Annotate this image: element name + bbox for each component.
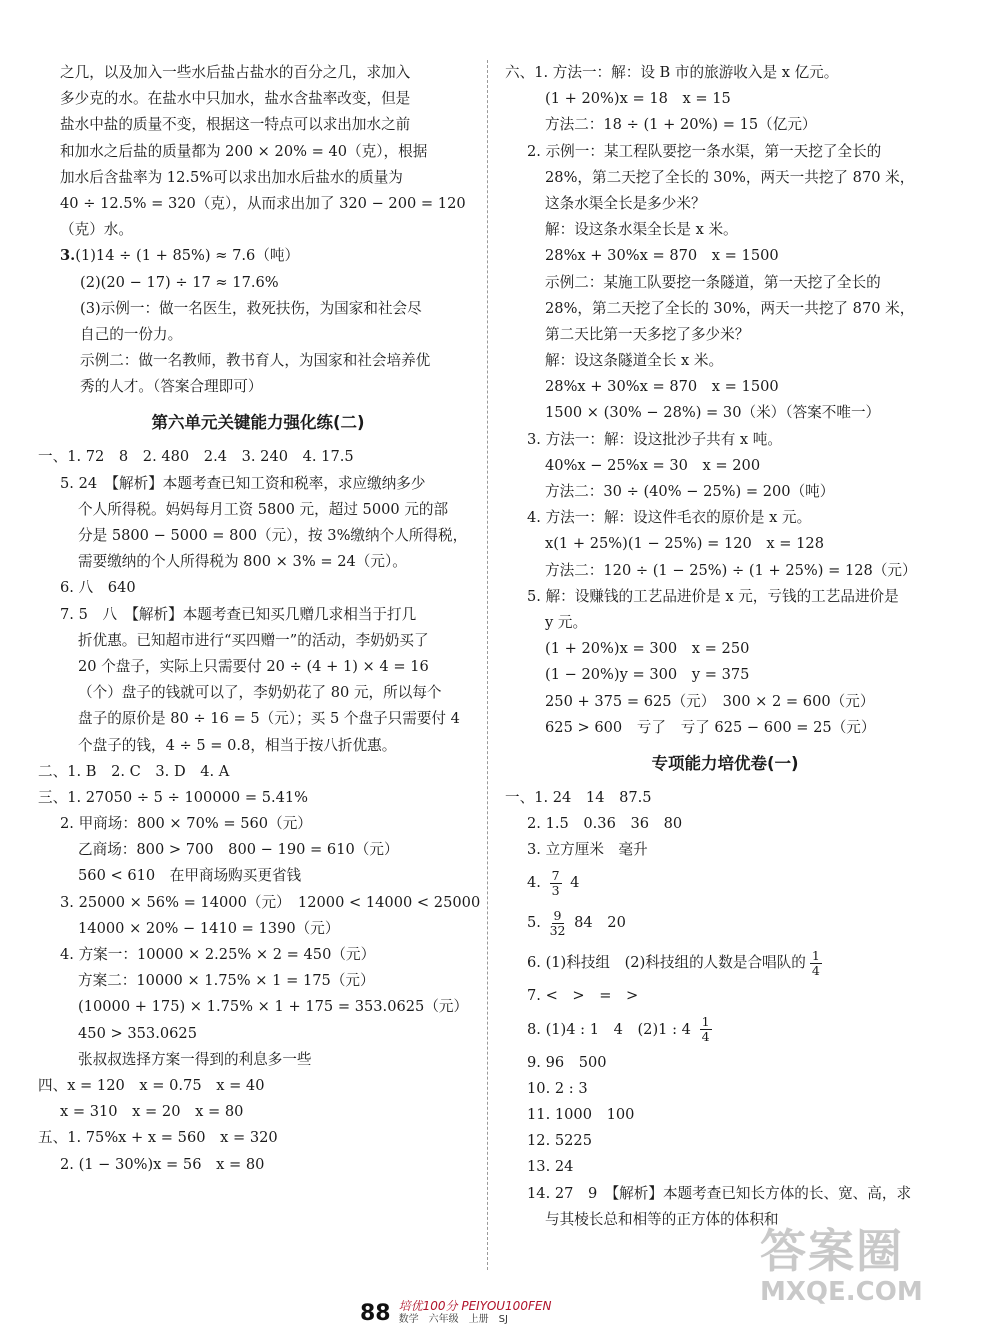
book-subtitle: 数学 六年级 上册 SJ xyxy=(398,1314,508,1325)
text-line: 5. 解：设赚钱的工艺品进价是 x 元，亏钱的工艺品进价是 xyxy=(527,587,899,605)
text-line: 方法二：18 ÷ (1 + 20%) = 15（亿元） xyxy=(545,116,817,134)
text-line: （个）盘子的钱就可以了，李奶奶花了 80 元，所以每个 xyxy=(78,684,442,702)
text-line: 10. 2 : 3 xyxy=(527,1079,588,1097)
text-line: 折优惠。已知超市进行“买四赠一”的活动，李奶奶买了 xyxy=(78,631,429,649)
text-line: (10000 + 175) × 1.75% × 1 + 175 = 353.0625（元） xyxy=(78,998,469,1016)
text-line: 示例二：某施工队要挖一条隧道，第一天挖了全长的 xyxy=(545,273,881,291)
answer-text: 8. (1)4 : 1 4 (2)1 : 4 xyxy=(527,1020,691,1038)
text-line: 与其棱长总和相等的正方体的体积和 xyxy=(545,1210,779,1228)
right-column xyxy=(505,60,945,1233)
text-line: 3. 立方厘米 毫升 xyxy=(527,841,648,859)
fraction xyxy=(550,869,562,898)
question-number: 4. xyxy=(527,874,541,892)
text-line xyxy=(38,243,478,269)
text-line: 2. 1.5 0.36 36 80 xyxy=(527,815,683,833)
text-line: 六、1. 方法一：解：设 B 市的旅游收入是 x 亿元。 xyxy=(505,64,839,81)
text-line: （克）水。 xyxy=(60,221,133,239)
text-line: 四、x = 120 x = 0.75 x = 40 xyxy=(38,1076,265,1094)
text-line: (3)示例一：做一名医生，救死扶伤，为国家和社会尽 xyxy=(80,299,422,317)
text-line: 一、1. 24 14 87.5 xyxy=(505,788,652,806)
text-line: (2)(20 − 17) ÷ 17 ≈ 17.6% xyxy=(80,273,279,291)
text-line: 之几，以及加入一些水后盐占盐水的百分之几，求加入 xyxy=(60,64,411,81)
text-line: 方法二：120 ÷ (1 − 25%) ÷ (1 + 25%) = 128（元） xyxy=(545,561,917,579)
page-footer xyxy=(360,1300,720,1326)
text-line: (1 + 20%)x = 18 x = 15 xyxy=(545,90,731,108)
text-line: 2. (1 − 30%)x = 56 x = 80 xyxy=(60,1155,265,1173)
text-line: 和加水之后盐的质量都为 200 × 20% = 40（克），根据 xyxy=(60,142,428,160)
text-line: (1 − 20%)y = 300 y = 375 xyxy=(545,666,750,684)
text-line: 第二天比第一天多挖了多少米？ xyxy=(545,325,750,343)
text-line: 这条水渠全长是多少米？ xyxy=(545,194,706,212)
page-number: 88 xyxy=(360,1300,391,1326)
text-line: x = 310 x = 20 x = 80 xyxy=(60,1103,244,1121)
text-line: 40%x − 25%x = 30 x = 200 xyxy=(545,456,761,474)
fraction xyxy=(550,909,566,938)
text-line: 一、1. 72 8 2. 480 2.4 3. 240 4. 17.5 xyxy=(38,448,354,466)
text-line: 加水后含盐率为 12.5%可以求出加水后盐水的质量为 xyxy=(60,168,403,186)
fraction-numerator: 1 xyxy=(701,1014,710,1030)
text-line: 40 ÷ 12.5% = 320（克），从而求出加了 320 − 200 = 120 xyxy=(60,194,466,212)
text-line: 方案二：10000 × 1.75% × 1 = 175（元） xyxy=(78,972,375,990)
text-line: 示例二：做一名教师，教书育人，为国家和社会培养优 xyxy=(80,352,431,370)
fraction-numerator: 9 xyxy=(553,907,562,923)
text-line: 28%x + 30%x = 870 x = 1500 xyxy=(545,247,779,265)
answer-text: 6. (1)科技组 (2)科技组的人数是合唱队的 xyxy=(527,954,806,972)
section-heading: 专项能力培优卷(一) xyxy=(651,753,799,773)
text-line: 7. 5 八 【解析】本题考查已知买几赠几求相当于打几 xyxy=(60,605,417,623)
text-line xyxy=(505,903,945,943)
text-line: 250 + 375 = 625（元） 300 × 2 = 600（元） xyxy=(545,692,875,710)
text-line: 需要缴纳的个人所得税为 800 × 3% = 24（元）。 xyxy=(78,553,407,571)
watermark xyxy=(760,1215,985,1325)
fraction-denominator: 3 xyxy=(551,882,560,898)
text-line: 五、1. 75%x + x = 560 x = 320 xyxy=(38,1129,278,1147)
column-divider xyxy=(487,60,488,1270)
text-line: 7. < > = > xyxy=(527,987,639,1005)
fraction-numerator: 1 xyxy=(811,947,820,963)
answer-text: 4 xyxy=(570,874,580,892)
text-line: 28%，第二天挖了全长的 30%，两天一共挖了 870 米， xyxy=(545,168,915,186)
text-line: 分是 5800 − 5000 = 800（元），按 3%缴纳个人所得税， xyxy=(78,527,468,544)
text-line: 12. 5225 xyxy=(527,1132,592,1150)
text-line: 14000 × 20% − 1410 = 1390（元） xyxy=(78,919,340,937)
text-line: 20 个盘子，实际上只需要付 20 ÷ (4 + 1) × 4 = 16 xyxy=(78,657,429,675)
fraction-denominator: 4 xyxy=(701,1029,710,1045)
question-number: 5. xyxy=(527,914,541,932)
fraction-denominator: 4 xyxy=(811,962,820,978)
text-line: x(1 + 25%)(1 − 25%) = 120 x = 128 xyxy=(545,535,825,553)
fraction xyxy=(700,1015,712,1044)
text-line: 6. 八 640 xyxy=(60,579,136,597)
watermark-url: MXQE.COM xyxy=(760,1277,923,1307)
text-line: 4. 方法一：解：设这件毛衣的原价是 x 元。 xyxy=(527,509,812,527)
text-line: 多少克的水。在盐水中只加水，盐水含盐率改变，但是 xyxy=(60,90,411,108)
text-line: 9. 96 500 xyxy=(527,1053,607,1071)
text-line: 5. 24 【解析】本题考查已知工资和税率，求应缴纳多少 xyxy=(60,474,426,492)
text-line: 秀的人才。（答案合理即可） xyxy=(80,378,263,396)
text-line: 解：设这条水渠全长是 x 米。 xyxy=(545,221,738,239)
text-line: 13. 24 xyxy=(527,1158,574,1176)
text-line: 450 > 353.0625 xyxy=(78,1024,197,1042)
text-line: 2. 示例一：某工程队要挖一条水渠，第一天挖了全长的 xyxy=(527,142,882,160)
text-line: y 元。 xyxy=(545,613,588,631)
section-heading: 第六单元关键能力强化练(二) xyxy=(151,413,365,433)
text-line: 3. 方法一：解：设这批沙子共有 x 吨。 xyxy=(527,430,782,448)
text-line: 乙商场：800 > 700 800 − 190 = 610（元） xyxy=(78,841,399,859)
text-line: 560 < 610 在甲商场购买更省钱 xyxy=(78,867,302,885)
text-line: 3. 25000 × 56% = 14000（元） 12000 < 14000 < 25000 xyxy=(60,893,481,911)
text-line: 11. 1000 100 xyxy=(527,1106,635,1123)
left-column xyxy=(38,60,481,1178)
text-line: 4. 方案一：10000 × 2.25% × 2 = 450（元） xyxy=(60,946,376,963)
text-line: 三、1. 27050 ÷ 5 ÷ 100000 = 5.41% xyxy=(38,788,309,806)
question-3-block xyxy=(38,243,478,400)
text-line: 方法二：30 ÷ (40% − 25%) = 200（吨） xyxy=(545,483,835,500)
text-line: 解：设这条隧道全长 x 米。 xyxy=(545,352,724,370)
text-line xyxy=(505,863,945,903)
text-line: (1 + 20%)x = 300 x = 250 xyxy=(545,640,750,658)
text-line: 2. 甲商场：800 × 70% = 560（元） xyxy=(60,815,312,833)
text-line: 张叔叔选择方案一得到的利息多一些 xyxy=(78,1050,312,1068)
text-line: 二、1. B 2. C 3. D 4. A xyxy=(38,762,230,780)
fraction-numerator: 7 xyxy=(551,867,560,883)
text-line: 个人所得税。妈妈每月工资 5800 元，超过 5000 元的部 xyxy=(78,500,449,518)
text-line: 盐水中盐的质量不变，根据这一特点可以求出加水之前 xyxy=(60,116,411,134)
footer-brand-block xyxy=(399,1300,552,1326)
fraction xyxy=(810,949,822,978)
text-line: 28%，第二天挖了全长的 30%，两天一共挖了 870 米， xyxy=(545,299,915,317)
answer-text: 84 20 xyxy=(574,914,626,932)
text-line: 自己的一份力。 xyxy=(80,325,183,343)
text-line xyxy=(505,1010,945,1050)
intro-block xyxy=(38,60,478,243)
text-line: 14. 27 9 【解析】本题考查已知长方体的长、宽、高，求 xyxy=(527,1184,912,1202)
text-line: 28%x + 30%x = 870 x = 1500 xyxy=(545,378,779,396)
watermark-text: 答案圈 xyxy=(760,1224,904,1278)
text-line xyxy=(505,943,945,983)
question-number: 3. xyxy=(60,247,76,265)
text-line: 625 > 600 亏了 亏了 625 − 600 = 25（元） xyxy=(545,718,876,736)
answer-text: (1)14 ÷ (1 + 85%) ≈ 7.6（吨） xyxy=(75,247,300,265)
text-line: 1500 × (30% − 28%) = 30（米）（答案不唯一） xyxy=(545,404,881,422)
fraction-denominator: 32 xyxy=(549,922,566,938)
brand-logo-text: 培优100分 PEIYOU100FEN xyxy=(398,1299,552,1313)
text-line: 盘子的原价是 80 ÷ 16 = 5（元）；买 5 个盘子只需要付 4 xyxy=(78,710,460,728)
text-line: 个盘子的钱，4 ÷ 5 = 0.8，相当于按八折优惠。 xyxy=(78,736,397,754)
